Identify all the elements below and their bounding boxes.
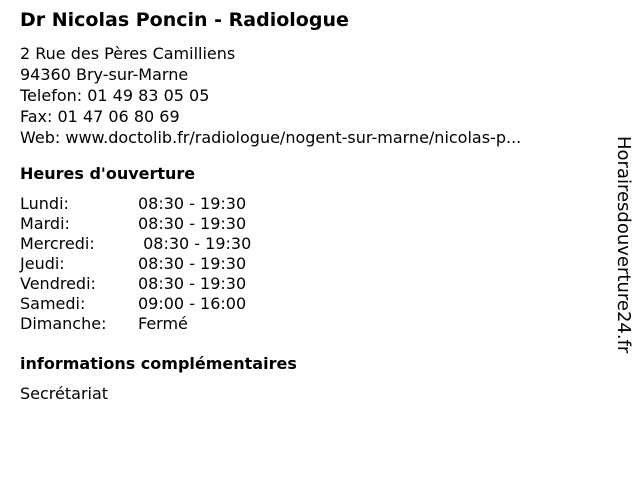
day-label: Dimanche:	[20, 314, 107, 333]
hours-row-saturday	[20, 294, 251, 314]
day-label: Samedi:	[20, 294, 86, 313]
hours-row-wednesday	[20, 234, 251, 254]
day-label: Mercredi:	[20, 234, 95, 253]
day-label: Jeudi:	[20, 254, 65, 273]
day-hours: 08:30 - 19:30	[138, 234, 252, 253]
additional-info-text: Secrétariat	[20, 384, 109, 403]
opening-hours-table	[20, 194, 251, 334]
opening-hours-heading: Heures d'ouverture	[20, 164, 196, 183]
phone-line: Telefon: 01 49 83 05 05	[20, 86, 210, 105]
day-hours: 08:30 - 19:30	[138, 214, 247, 233]
day-label: Lundi:	[20, 194, 69, 213]
hours-row-sunday	[20, 314, 251, 334]
contact-block	[20, 43, 521, 148]
address-line-1: 2 Rue des Pères Camilliens	[20, 44, 236, 63]
day-hours: 08:30 - 19:30	[138, 254, 247, 273]
day-hours: Fermé	[138, 314, 188, 333]
day-label: Vendredi:	[20, 274, 96, 293]
additional-info-heading: informations complémentaires	[20, 354, 297, 373]
hours-row-friday	[20, 274, 251, 294]
day-hours: 08:30 - 19:30	[138, 274, 247, 293]
hours-row-tuesday	[20, 214, 251, 234]
address-line-2: 94360 Bry-sur-Marne	[20, 65, 189, 84]
day-label: Mardi:	[20, 214, 70, 233]
fax-line: Fax: 01 47 06 80 69	[20, 107, 180, 126]
hours-row-thursday	[20, 254, 251, 274]
hours-row-monday	[20, 194, 251, 214]
site-watermark: Horairesdouverture24.fr	[613, 136, 634, 354]
business-title: Dr Nicolas Poncin - Radiologue	[20, 9, 349, 31]
day-hours: 08:30 - 19:30	[138, 194, 247, 213]
day-hours: 09:00 - 16:00	[138, 294, 247, 313]
web-line: Web: www.doctolib.fr/radiologue/nogent-sur-marne/nicolas-p...	[20, 128, 522, 147]
